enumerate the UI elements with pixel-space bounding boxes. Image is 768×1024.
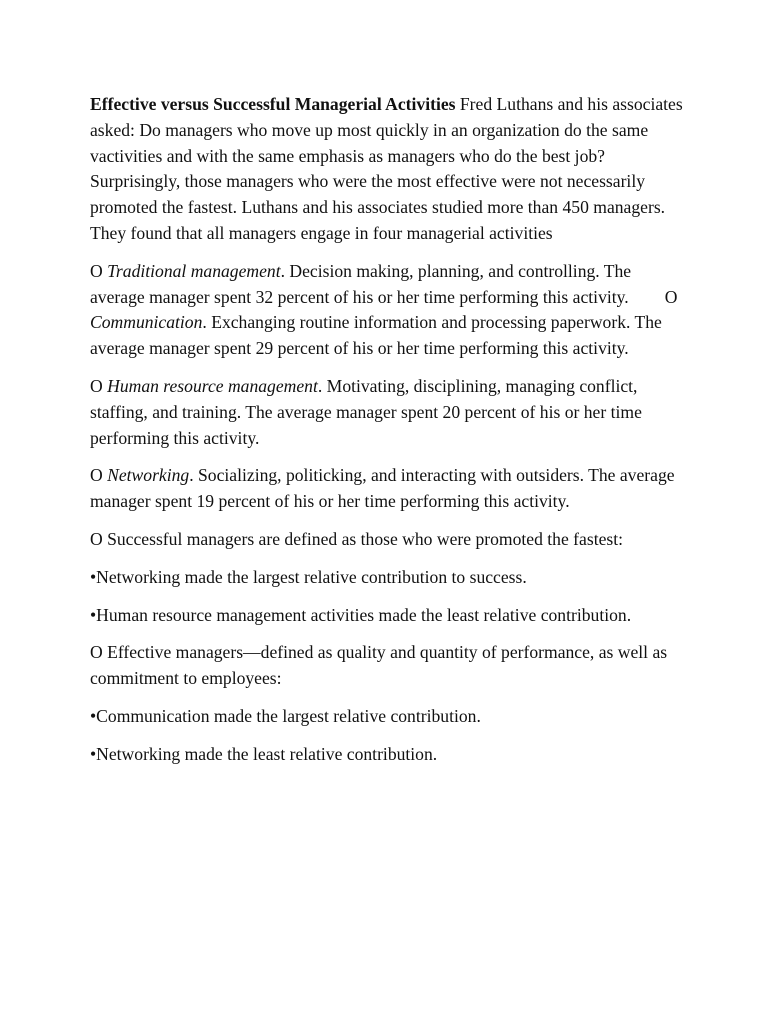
activity-text-hr: . Motivating, disciplining, managing conflict, staffing, and training. The average manager spent 20 percent of his or her time performing this activity. <box>90 375 642 448</box>
effective-intro: O Effective managers—defined as quality and quantity of performance, as well as commitment to employees: <box>90 642 668 689</box>
activity-networking <box>90 463 686 515</box>
activity-traditional-communication <box>90 259 686 362</box>
successful-intro: O Successful managers are defined as those who were promoted the fastest: <box>90 528 624 549</box>
activity-text-traditional: . Decision making, planning, and controlling. The average manager spent 32 percent of his or her time performing this activity. <box>90 260 632 307</box>
activity-text-networking: . Socializing, politicking, and interacting with outsiders. The average manager spent 19 percent of his or her time performing this activity. <box>90 465 675 512</box>
intro-text: Fred Luthans and his associates asked: Do managers who move up most quickly in an organization do the same vactivities and with the same emphasis as managers who do the best job? Surprisingly, those managers who were the most effective were not necessarily promoted the fastest. Luthans and his associates studied more than 450 managers. They found that all managers engage in four managerial activities <box>90 94 683 243</box>
activity-term-communication: Communication <box>90 312 203 333</box>
activity-term-hr: Human resource management <box>107 375 318 396</box>
list-marker: O <box>664 286 678 307</box>
effective-bullet-1: •Communication made the largest relative contribution. <box>90 705 481 726</box>
list-marker: O <box>90 465 108 486</box>
intro-paragraph <box>90 92 686 247</box>
section-heading: Effective versus Successful Managerial Activities <box>90 94 456 114</box>
activity-term-networking: Networking <box>107 465 190 486</box>
effective-bullet-2: •Networking made the least relative contribution. <box>90 743 438 764</box>
activity-hr <box>90 374 686 451</box>
document-body <box>90 92 686 780</box>
list-marker: O <box>90 375 108 396</box>
successful-bullet-2: •Human resource management activities made the least relative contribution. <box>90 604 632 625</box>
successful-bullet-1: •Networking made the largest relative contribution to success. <box>90 566 527 587</box>
list-marker: O <box>90 260 108 281</box>
activity-text-communication: . Exchanging routine information and processing paperwork. The average manager spent 29 percent of his or her time performing this activity. <box>90 312 662 359</box>
activity-term-traditional: Traditional management <box>107 260 281 281</box>
